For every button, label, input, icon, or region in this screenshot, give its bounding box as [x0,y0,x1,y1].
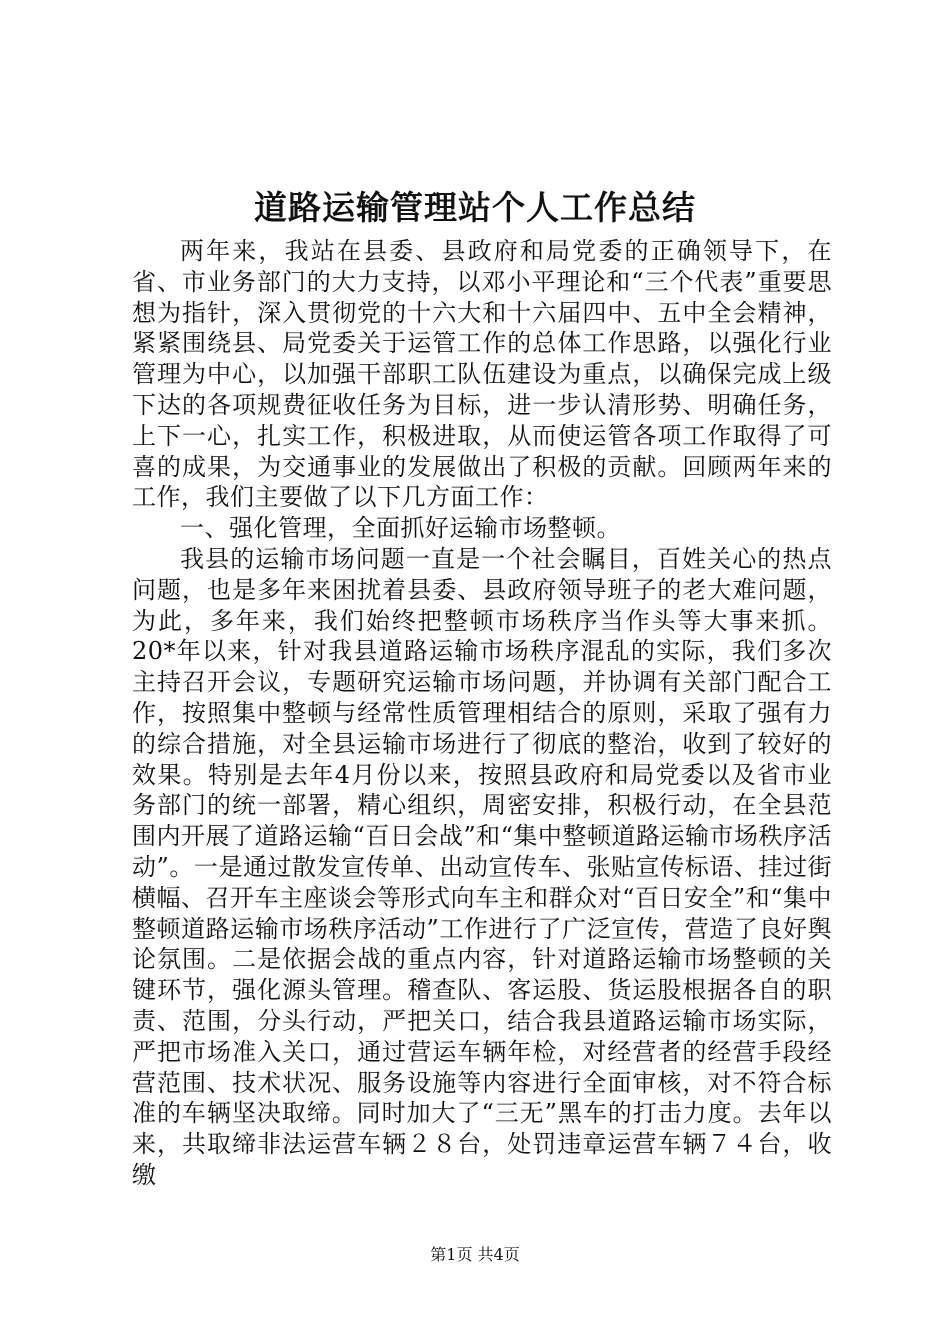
document-body [132,236,832,1191]
paragraph-intro: 两年来，我站在县委、县政府和局党委的正确领导下，在省、市业务部门的大力支持，以邓小平理论和“三个代表”重要思想为指针，深入贯彻党的十六大和十六届四中、五中全会精神，紧紧围绕县、局党委关于运管工作的总体工作思路，以强化行业管理为中心，以加强干部职工队伍建设为重点，以确保完成上级下达的各项规费征收任务为目标，进一步认清形势、明确任务，上下一心，扎实工作，积极进取，从而使运管各项工作取得了可喜的成果，为交通事业的发展做出了积极的贡献。回顾两年来的工作，我们主要做了以下几方面工作： [132,237,832,512]
section-heading-1: 一、强化管理，全面抓好运输市场整顿。 [180,514,621,543]
page-footer: 第1页 共4页 [430,1245,520,1264]
document-title: 道路运输管理站个人工作总结 [254,188,696,227]
paragraph-market-rectification: 我县的运输市场问题一直是一个社会瞩目，百姓关心的热点问题，也是多年来困扰着县委、县政府领导班子的老大难问题，为此，多年来，我们始终把整顿市场秩序当作头等大事来抓。20*年以来，针对我县道路运输市场秩序混乱的实际，我们多次主持召开会议，专题研究运输市场问题，并协调有关部门配合工作，按照集中整顿与经常性质管理相结合的原则，采取了强有力的综合措施，对全县运输市场进行了彻底的整治，收到了较好的效果。特别是去年4月份以来，按照县政府和局党委以及省市业务部门的统一部署，精心组织，周密安排，积极行动，在全县范围内开展了道路运输“百日会战”和“集中整顿道路运输市场秩序活动”。一是通过散发宣传单、出动宣传车、张贴宣传标语、挂过街横幅、召开车主座谈会等形式向车主和群众对“百日安全”和“集中整顿道路运输市场秩序活动”工作进行了广泛宣传，营造了良好舆论氛围。二是依据会战的重点内容，针对道路运输市场整顿的关键环节，强化源头管理。稽查队、客运股、货运股根据各自的职责、范围，分头行动，严把关口，结合我县道路运输市场实际，严把市场准入关口，通过营运车辆年检，对经营者的经营手段经营范围、技术状况、服务设施等内容进行全面审核，对不符合标准的车辆坚决取缔。同时加大了“三无”黑车的打击力度。去年以来，共取缔非法运营车辆２８台，处罚违章运营车辆７４台，收缴 [132,544,832,1189]
